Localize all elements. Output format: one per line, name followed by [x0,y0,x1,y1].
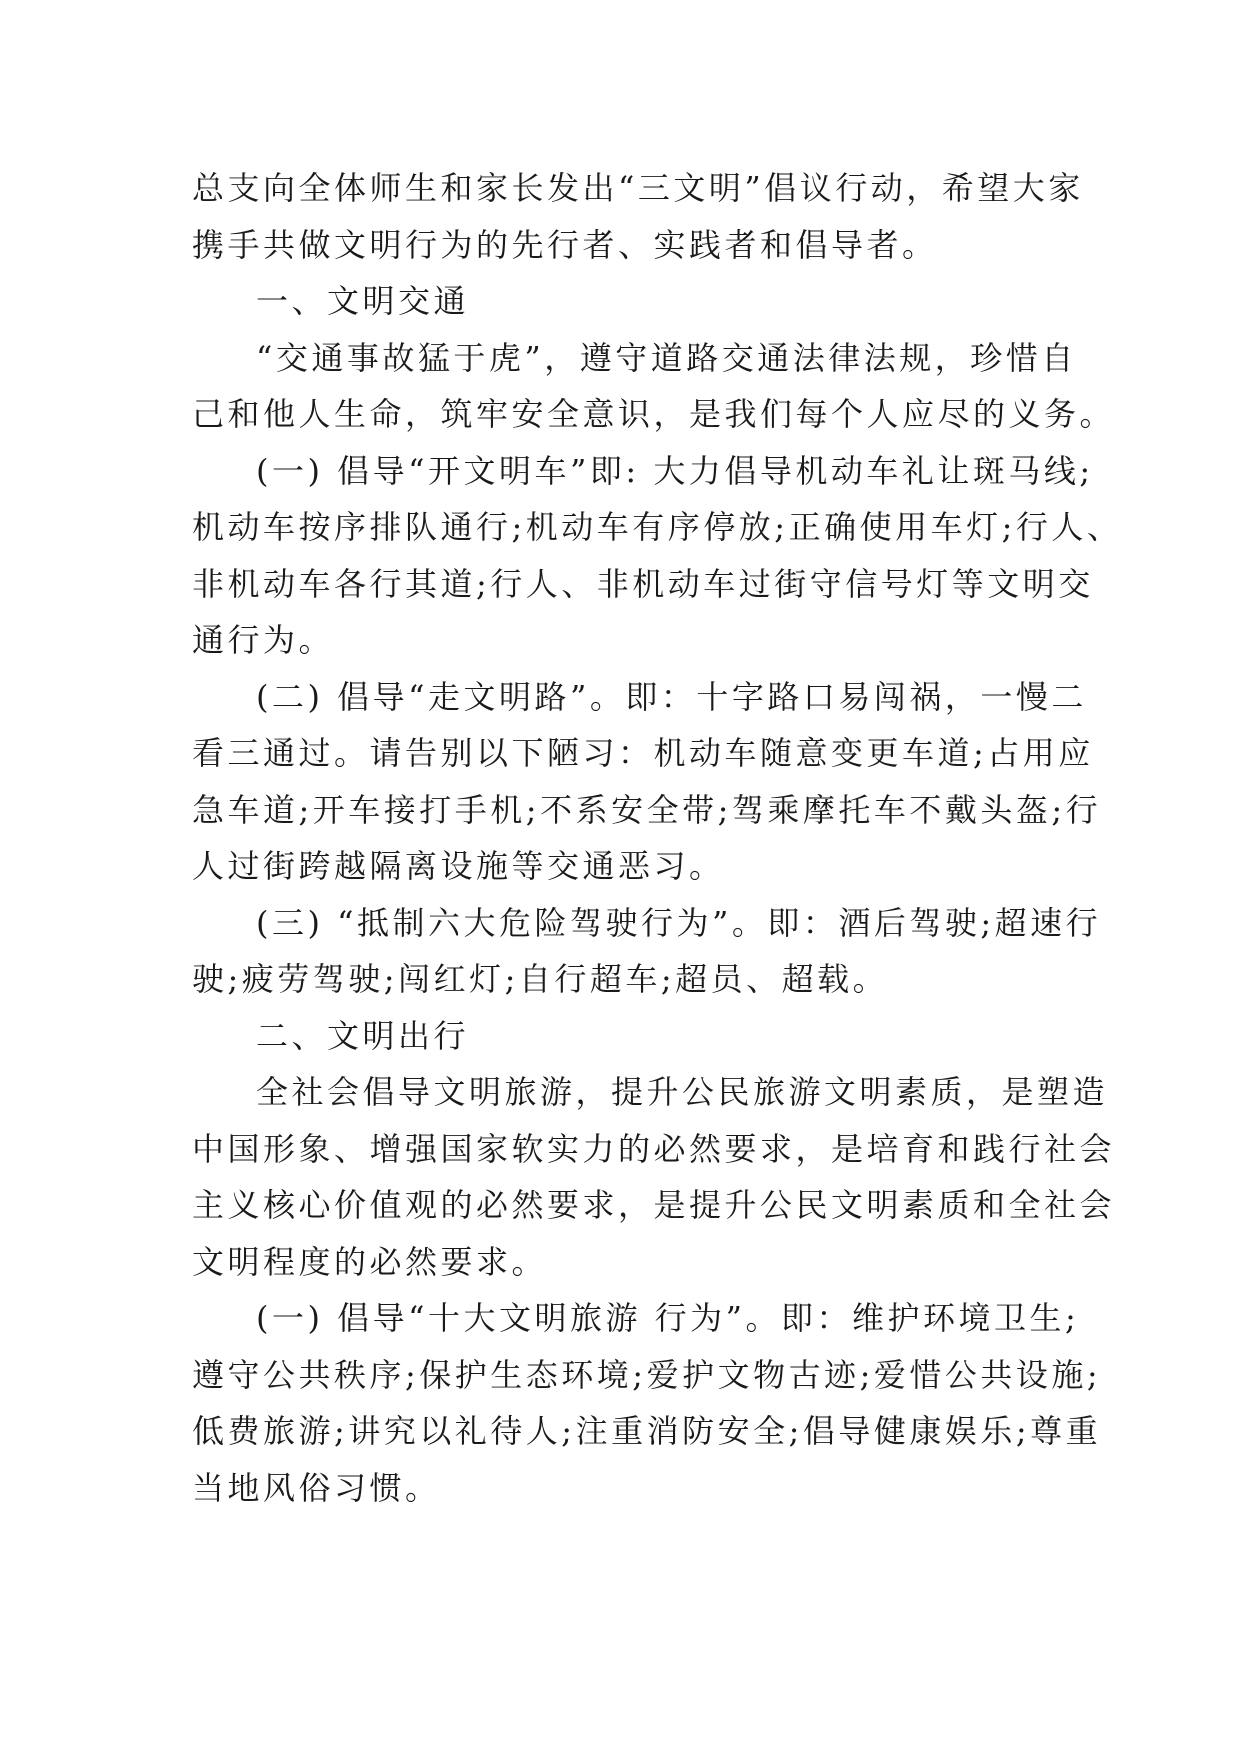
text-line: (一) 倡导“开文明车”即: 大力倡导机动车礼让斑马线; [256,451,1094,490]
text-line: 人过街跨越隔离设施等交通恶习。 [192,847,725,885]
text-line: 携手共做文明行为的先行者、实践者和倡导者。 [192,225,938,264]
text-line: 通行为。 [192,621,335,659]
text-line: 全社会倡导文明旅游，提升公民旅游文明素质，是塑造 [256,1073,1109,1111]
text-line: (三) “抵制六大危险驾驶行为”。即：酒后驾驶;超速行 [256,903,1102,942]
text-line: 文明程度的必然要求。 [192,1242,548,1281]
text-line: 看三通过。请告别以下陋习：机动车随意变更车道;占用应 [192,734,1094,772]
text-line: 低费旅游;讲究以礼待人;注重消防安全;倡导健康娱乐;尊重 [192,1412,1102,1450]
text-line: 己和他人生命，筑牢安全意识，是我们每个人应尽的义务。 [192,395,1116,433]
text-line: 机动车按序排队通行;机动车有序停放;正确使用车灯;行人、 [192,508,1123,546]
text-line: “交通事故猛于虎”，遵守道路交通法律法规，珍惜自 [256,338,1077,377]
text-line: 当地风俗习惯。 [192,1468,441,1507]
text-line: 非机动车各行其道;行人、非机动车过街守信号灯等文明交 [192,564,1094,603]
text-line: 主义核心价值观的必然要求，是提升公民文明素质和全社会 [192,1186,1116,1224]
text-line: (二) 倡导“走文明路”。即：十字路口易闯祸，一慢二 [256,677,1087,716]
section-heading: 二、文明出行 [256,1016,470,1055]
text-line: (一) 倡导“十大文明旅游 行为”。即：维护环境卫生; [256,1299,1080,1337]
text-line: 遵守公共秩序;保护生态环境;爱护文物古迹;爱惜公共设施; [192,1355,1102,1394]
document-body [192,160,1123,1516]
section-heading: 一、文明交通 [256,282,470,320]
text-line: 急车道;开车接打手机;不系安全带;驾乘摩托车不戴头盔;行 [192,790,1102,829]
text-line: 总支向全体师生和家长发出“三文明”倡议行动，希望大家 [192,169,1084,207]
text-line: 驶;疲劳驾驶;闯红灯;自行超车;超员、超载。 [192,960,889,998]
text-line: 中国形象、增强国家软实力的必然要求，是培育和践行社会 [192,1129,1116,1168]
